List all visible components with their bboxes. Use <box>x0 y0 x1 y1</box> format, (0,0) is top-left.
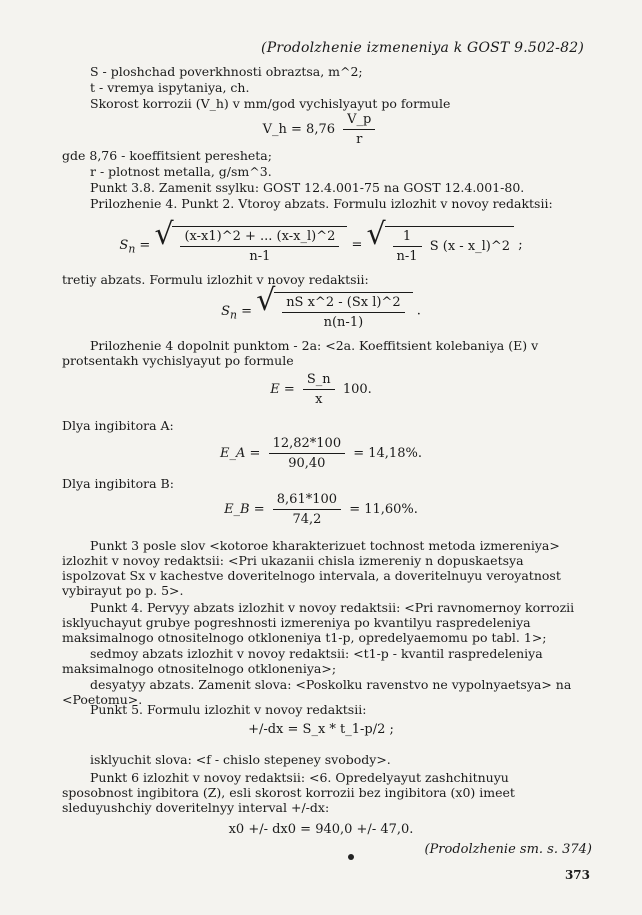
line-punkt38: Punkt 3.8. Zamenit ssylku: GOST 12.4.001-75 na GOST 12.4.001-80. <box>90 180 525 195</box>
formula-sn2-den: n(n-1) <box>323 315 364 330</box>
line-punkt6: Punkt 6 izlozhit v novoy redaktsii: <6. Opredelyayut zashchitnuyu sposobnost ingibitora (Z), esli skorost korrozii bez ingibitora (x0) imeet sleduyushchiy doveritelnyy interval +/-dx: <box>62 770 515 815</box>
formula-sn2-lhs: $S_n$ = <box>221 303 253 322</box>
formula-sn-eq2-sum: S (x - x_l)^2 <box>429 239 511 254</box>
line-inhib-b: Dlya ingibitora B: <box>62 476 174 491</box>
sqrt-icon: √ <box>256 283 276 318</box>
formula-eb-den: 74,2 <box>292 512 322 527</box>
formula-sn2-fraction <box>282 295 404 330</box>
formula-eb <box>0 492 642 527</box>
line-third-abzats: tretiy abzats. Formulu izlozhit v novoy redaktsii: <box>62 272 369 287</box>
line-exclude: isklyuchit slova: <f - chislo stepeney svobody>. <box>90 752 391 767</box>
formula-e <box>0 372 642 407</box>
formula-ea-fraction <box>269 436 346 471</box>
line-tau-def: t - vremya ispytaniya, ch. <box>90 80 250 95</box>
line-app4-p2: Prilozhenie 4. Punkt 2. Vtoroy abzats. Formulu izlozhit v novoy redaktsii: <box>90 196 553 211</box>
formula-dx: +/-dx = S_x * t_1-p/2 ; <box>248 722 394 737</box>
line-punkt5: Punkt 5. Formulu izlozhit v novoy redaktsii: <box>90 702 367 717</box>
formula-e-lhs: E = <box>270 382 295 397</box>
formula-vh-den: r <box>356 132 363 147</box>
header-continuation: (Prodolzhenie izmeneniya k GOST 9.502-82) <box>261 40 584 56</box>
formula-vh <box>0 112 642 147</box>
formula-sn-sqrt <box>154 217 347 264</box>
formula-sn2 <box>0 283 642 330</box>
footer-continued: (Prodolzhenie sm. s. 374) <box>424 842 592 857</box>
formula-ea-lhs: E_A = <box>220 446 261 461</box>
formula-ea-den: 90,40 <box>288 456 326 471</box>
formula-ea-num: 12,82*100 <box>269 436 346 454</box>
sqrt-icon: √ <box>366 217 386 252</box>
formula-sn-lhs: $S_n$ = <box>119 237 151 256</box>
line-tenth: desyatyy abzats. Zamenit slova: <Poskolku ravenstvo ne vypolnyaetsya> na <Poetomu>. <box>62 677 572 707</box>
line-where-876: gde 8,76 - koeffitsient peresheta; <box>62 148 272 163</box>
line-punkt4: Punkt 4. Pervyy abzats izlozhit v novoy redaktsii: <Pri ravnomernoy korrozii isklyuchayut grubye pogreshnosti izmereniya po kvantilyu raspredeleniya maksimalnogo otnositelnogo otkloneniya t1-p, opredelyaemomu po tabl. 1>; <box>62 600 575 645</box>
line-app4-add: Prilozhenie 4 dopolnit punktom - 2a: <2a. Koeffitsient kolebaniya (E) v protsentakh vychislyayut po formule <box>62 338 539 368</box>
formula-eb-result: = 11,60%. <box>349 502 418 517</box>
formula-e-den: x <box>315 392 323 407</box>
formula-eb-num: 8,61*100 <box>273 492 341 510</box>
formula-eb-lhs: E_B = <box>224 502 265 517</box>
formula-sn-eq2-den: n-1 <box>396 249 418 264</box>
formula-vh-fraction <box>343 112 375 147</box>
line-rho-def: r - plotnost metalla, g/sm^3. <box>90 164 272 179</box>
sqrt-icon: √ <box>154 217 174 252</box>
formula-e-fraction <box>303 372 335 407</box>
formula-sn-eq2-num: 1 <box>393 229 422 247</box>
formula-sn-num: (x-x1)^2 + ... (x-x_l)^2 <box>180 229 339 247</box>
line-punkt3: Punkt 3 posle slov <kotoroe kharakterizuet tochnost metoda izmereniya> izlozhit v novoy redaktsii: <Pri ukazanii chisla izmereniy n dopuskaetsya ispolzovat Sx v kachestve doveritelnogo intervala, a doveritelnuyu veroyatnost vybirayut po p. 5>. <box>62 538 561 598</box>
formula-vh-lhs: V_h = 8,76 <box>262 122 335 137</box>
formula-e-num: S_n <box>303 372 335 390</box>
formula-sn-den: n-1 <box>249 249 271 264</box>
line-s-def: S - ploshchad poverkhnosti obraztsa, m^2; <box>90 64 363 79</box>
formula-sn-fraction <box>180 229 339 264</box>
formula-sn2-dot: . <box>416 303 421 319</box>
page-number: 373 <box>564 868 590 882</box>
formula-x0: x0 +/- dx0 = 940,0 +/- 47,0. <box>228 822 414 837</box>
line-inhib-a: Dlya ingibitora A: <box>62 418 174 433</box>
bullet-dot-icon <box>348 854 354 860</box>
formula-sn2-num: nS x^2 - (Sx l)^2 <box>282 295 404 313</box>
line-speed-intro: Skorost korrozii (V_h) v mm/god vychislyayut po formule <box>90 96 451 111</box>
formula-sn-equals: = <box>351 237 367 253</box>
formula-sn-sqrt-2 <box>366 217 515 264</box>
formula-vh-num: V_p <box>343 112 375 130</box>
formula-sn-semicolon: ; <box>518 237 523 253</box>
formula-ea <box>0 436 642 471</box>
line-seventh: sedmoy abzats izlozhit v novoy redaktsii: <t1-p - kvantil raspredeleniya maksimalnogo otnositelnogo otkloneniya>; <box>62 646 543 676</box>
formula-sn-eq2-fraction <box>393 229 422 264</box>
formula-ea-result: = 14,18%. <box>353 446 422 461</box>
formula-sn2-sqrt <box>256 283 412 330</box>
formula-e-tail: 100. <box>342 382 372 397</box>
formula-eb-fraction <box>273 492 341 527</box>
formula-sn <box>0 217 642 264</box>
